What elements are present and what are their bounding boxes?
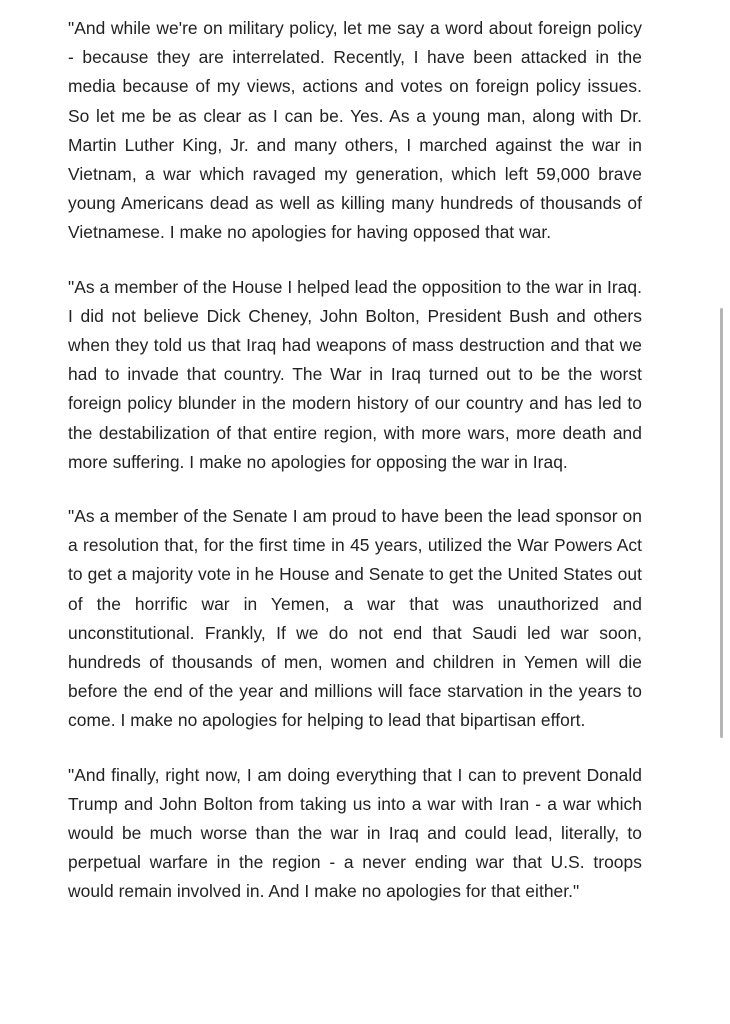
vertical-scrollbar[interactable]: [720, 308, 723, 738]
paragraph-vietnam: "And while we're on military policy, let me say a word about foreign policy - because they are interrelated. Recently, I have been attacked in the media because of my views, actions and votes on foreign policy issues. So let me be as clear as I can be. Yes. As a young man, along with Dr. Martin Luther King, Jr. and many others, I marched against the war in Vietnam, a war which ravaged my generation, which left 59,000 brave young Americans dead as well as killing many hundreds of thousands of Vietnamese. I make no apologies for having opposed that war.: [68, 18, 642, 243]
paragraph-iraq: "As a member of the House I helped lead the opposition to the war in Iraq. I did not believe Dick Cheney, John Bolton, President Bush and others when they told us that Iraq had weapons of mass destruction and that we had to invade that country. The War in Iraq turned out to be the worst foreign policy blunder in the modern history of our country and has led to the destabilization of that entire region, with more wars, more death and more suffering. I make no apologies for opposing the war in Iraq.: [68, 276, 642, 472]
document-body: [68, 14, 642, 932]
paragraph-iran: "And finally, right now, I am doing everything that I can to prevent Donald Trump and John Bolton from taking us into a war with Iran - a war which would be much worse than the war in Iraq and could lead, literally, to perpetual warfare in the region - a never ending war that U.S. troops would remain involved in. And I make no apologies for that either.": [68, 764, 642, 902]
paragraph-yemen: "As a member of the Senate I am proud to have been the lead sponsor on a resolution that, for the first time in 45 years, utilized the War Powers Act to get a majority vote in he House and Senate to get the United States out of the horrific war in Yemen, a war that was unauthorized and unconstitutional. Frankly, If we do not end that Saudi led war soon, hundreds of thousands of men, women and children in Yemen will die before the end of the year and millions will face starvation in the years to come. I make no apologies for helping to lead that bipartisan effort.: [68, 506, 642, 731]
